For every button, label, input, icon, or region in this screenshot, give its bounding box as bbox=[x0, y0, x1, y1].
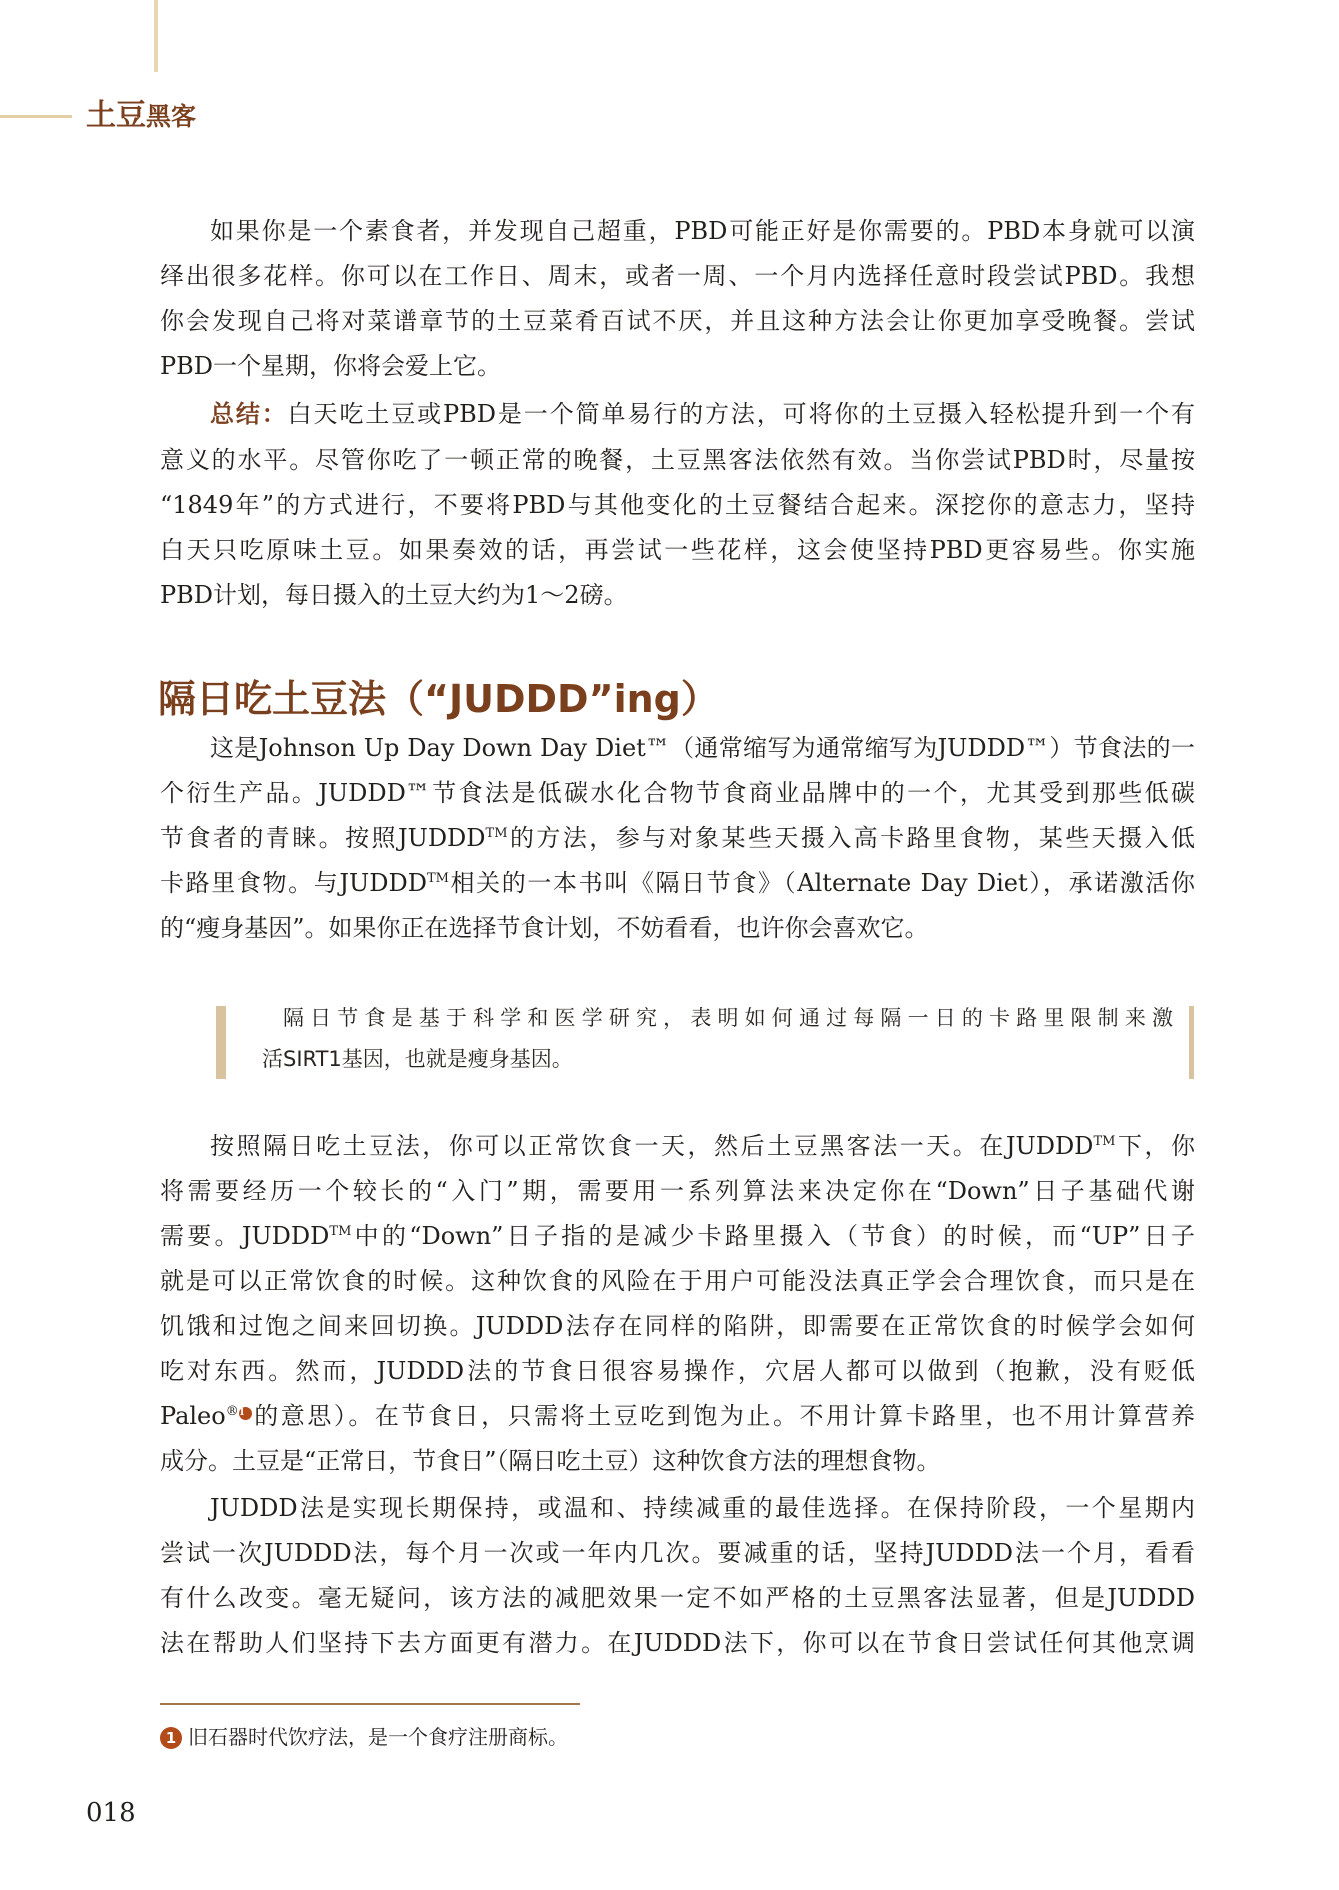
registered-mark: ®1 bbox=[226, 1404, 252, 1419]
summary-label: 总结： bbox=[210, 400, 288, 428]
paragraph-line: 法在帮助人们坚持下去方面更有潜力。在JUDDD法下，你可以在节食日尝试任何其他烹调 bbox=[160, 1629, 1195, 1657]
trademark-mark: TM bbox=[485, 826, 508, 841]
paragraph-line: PBD计划，每日摄入的土豆大约为1～2磅。 bbox=[160, 581, 628, 609]
footnote-rule bbox=[160, 1703, 580, 1705]
summary-line bbox=[210, 394, 1195, 434]
paragraph-line: PBD一个星期，你将会爱上它。 bbox=[160, 352, 502, 380]
trademark-mark: TM bbox=[1093, 1134, 1116, 1149]
quote-bar-right bbox=[1189, 1006, 1194, 1079]
paragraph-line: 白天只吃原味土豆。如果奏效的话，再尝试一些花样，这会使坚持PBD更容易些。你实施 bbox=[160, 536, 1195, 564]
paragraph-line: 有什么改变。毫无疑问，该方法的减肥效果一定不如严格的土豆黑客法显著，但是JUDDD bbox=[160, 1584, 1195, 1612]
trademark-mark: TM bbox=[329, 1224, 352, 1239]
footnote-number: 1 bbox=[160, 1727, 182, 1749]
paragraph-line: 将需要经历一个较长的“入门”期，需要用一系列算法来决定你在“Down”日子基础代谢 bbox=[160, 1177, 1195, 1205]
paragraph-line: 的“瘦身基因”。如果你正在选择节食计划，不妨看看，也许你会喜欢它。 bbox=[160, 914, 929, 942]
paragraph-line: JUDDD法是实现长期保持，或温和、持续减重的最佳选择。在保持阶段，一个星期内 bbox=[210, 1494, 1195, 1522]
section-heading: 隔日吃土豆法（“JUDDD”ing） bbox=[158, 677, 719, 721]
summary-text: 白天吃土豆或PBD是一个简单易行的方法，可将你的土豆摄入轻松提升到一个有 bbox=[287, 400, 1196, 428]
paragraph-line: 尝试一次JUDDD法，每个月一次或一年内几次。要减重的话，坚持JUDDD法一个月，看看 bbox=[160, 1539, 1195, 1567]
trademark-mark: TM bbox=[426, 871, 449, 886]
paragraph-line: 你会发现自己将对菜谱章节的土豆菜肴百试不厌，并且这种方法会让你更加享受晚餐。尝试 bbox=[160, 307, 1195, 335]
paragraph-line: 这是Johnson Up Day Down Day Diet™（通常缩写为通常缩写为JUDDD™）节食法的一 bbox=[210, 734, 1195, 762]
footnote bbox=[160, 1720, 568, 1754]
running-head-book-title bbox=[86, 90, 196, 134]
paragraph-line: 如果你是一个素食者，并发现自己超重，PBD可能正好是你需要的。PBD本身就可以演 bbox=[210, 217, 1195, 245]
decorative-horizontal-rule bbox=[0, 115, 72, 118]
paragraph-line: 就是可以正常饮食的时候。这种饮食的风险在于用户可能没法真正学会合理饮食，而只是在 bbox=[160, 1267, 1195, 1295]
paragraph-line: 按照隔日吃土豆法，你可以正常饮食一天，然后土豆黑客法一天。在JUDDD™下，你 bbox=[210, 1132, 1196, 1160]
page-number: 018 bbox=[86, 1798, 136, 1828]
footnote-text: 旧石器时代饮疗法，是一个食疗注册商标。 bbox=[188, 1725, 568, 1749]
decorative-vertical-rule bbox=[154, 0, 158, 72]
footnote-ref-marker: 1 bbox=[239, 1407, 252, 1420]
paragraph-line: 个衍生产品。JUDDD™节食法是低碳水化合物节食商业品牌中的一个，尤其受到那些低碳 bbox=[160, 779, 1195, 807]
paragraph-line: 卡路里食物。与JUDDD™相关的一本书叫《隔日节食》（Alternate Day Diet），承诺激活你 bbox=[160, 869, 1195, 897]
paragraph-line: 成分。土豆是“正常日，节食日”（隔日吃土豆）这种饮食方法的理想食物。 bbox=[160, 1447, 941, 1475]
paragraph-line: “1849年”的方式进行，不要将PBD与其他变化的土豆餐结合起来。深挖你的意志力，坚持 bbox=[160, 491, 1195, 519]
quote-line: 活SIRT1基因，也就是瘦身基因。 bbox=[262, 1047, 573, 1071]
paragraph-line: 节食者的青睐。按照JUDDD™的方法，参与对象某些天摄入高卡路里食物，某些天摄入低 bbox=[160, 824, 1195, 852]
running-head-main: 土豆 bbox=[86, 98, 146, 133]
quote-bar-left bbox=[216, 1006, 226, 1079]
paragraph-line: 需要。JUDDD™中的“Down”日子指的是减少卡路里摄入（节食）的时候，而“UP”日子 bbox=[160, 1222, 1195, 1250]
quote-line: 隔日节食是基于科学和医学研究，表明如何通过每隔一日的卡路里限制来激 bbox=[283, 1006, 1173, 1030]
paragraph-line: 吃对东西。然而，JUDDD法的节食日很容易操作，穴居人都可以做到（抱歉，没有贬低 bbox=[160, 1357, 1195, 1385]
running-head-sub: 黑客 bbox=[146, 102, 197, 131]
paragraph-line: 绎出很多花样。你可以在工作日、周末，或者一周、一个月内选择任意时段尝试PBD。我想 bbox=[160, 262, 1195, 290]
paragraph-line: Paleo$^{®1}$ 的意思）。在节食日，只需将土豆吃到饱为止。不用计算卡路里，也不用计算营养 bbox=[160, 1402, 1195, 1430]
paragraph-line: 饥饿和过饱之间来回切换。JUDDD法存在同样的陷阱，即需要在正常饮食的时候学会如何 bbox=[160, 1312, 1195, 1340]
paragraph-line: 意义的水平。尽管你吃了一顿正常的晚餐，土豆黑客法依然有效。当你尝试PBD时，尽量按 bbox=[160, 446, 1195, 474]
